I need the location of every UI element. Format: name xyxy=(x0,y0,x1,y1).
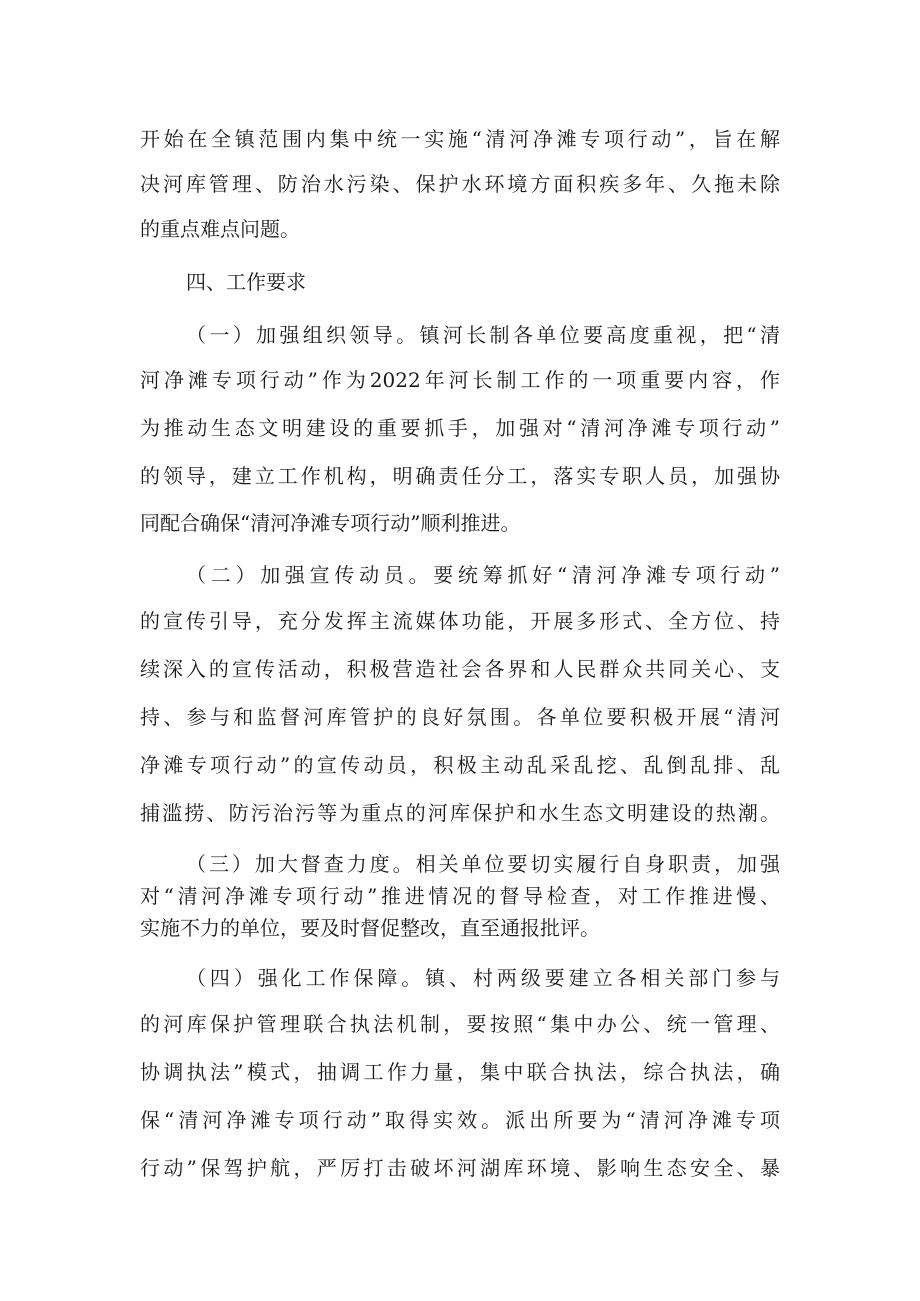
p2-line-1: （二）加强宣传动员。要统筹抓好“清河净滩专项行动” xyxy=(186,563,780,587)
p3-line-1: （三）加大督查力度。相关单位要切实履行自身职责，加强 xyxy=(186,852,780,876)
p1-line-3: 为推动生态文明建设的重要抓手，加强对“清河净滩专项行动” xyxy=(140,416,780,440)
p2-line-5: 净滩专项行动”的宣传动员，积极主动乱采乱挖、乱倒乱排、乱 xyxy=(140,753,780,777)
p1-line-1: （一）加强组织领导。镇河长制各单位要高度重视，把“清 xyxy=(186,323,780,347)
p3-line-2: 对“清河净滩专项行动”推进情况的督导检查，对工作推进慢、 xyxy=(140,884,780,908)
p1-line-5: 同配合确保“清河净滩专项行动”顺利推进。 xyxy=(140,511,521,535)
p4-line-1: （四）强化工作保障。镇、村两级要建立各相关部门参与 xyxy=(186,966,780,990)
intro-line-1: 开始在全镇范围内集中统一实施“清河净滩专项行动”，旨在解 xyxy=(140,127,780,151)
p4-line-3: 协调执法”模式，抽调工作力量，集中联合执法，综合执法，确 xyxy=(140,1060,780,1084)
p2-line-4: 持、参与和监督河库管护的良好氛围。各单位要积极开展“清河 xyxy=(140,705,780,729)
p2-line-3: 续深入的宣传活动，积极营造社会各界和人民群众共同关心、支 xyxy=(140,657,780,681)
p3-line-3: 实施不力的单位，要及时督促整改，直至通报批评。 xyxy=(140,916,600,940)
section-heading: 四、工作要求 xyxy=(186,270,306,294)
p1-line-4: 的领导，建立工作机构，明确责任分工，落实专职人员，加强协 xyxy=(140,464,780,488)
p4-line-2: 的河库保护管理联合执法机制，要按照“集中办公、统一管理、 xyxy=(140,1012,780,1036)
intro-line-2: 决河库管理、防治水污染、保护水环境方面积疾多年、久拖未除 xyxy=(140,172,780,196)
p4-line-4: 保“清河净滩专项行动”取得实效。派出所要为“清河净滩专项 xyxy=(140,1108,780,1132)
intro-line-3: 的重点难点问题。 xyxy=(140,217,300,241)
p2-line-2: 的宣传引导，充分发挥主流媒体功能，开展多形式、全方位、持 xyxy=(140,609,780,633)
p1-line-2: 河净滩专项行动”作为2022年河长制工作的一项重要内容，作 xyxy=(140,368,780,392)
p4-line-5: 行动”保驾护航，严厉打击破坏河湖库环境、影响生态安全、暴 xyxy=(140,1156,780,1180)
p2-line-6: 捕滥捞、防污治污等为重点的河库保护和水生态文明建设的热潮。 xyxy=(140,801,780,825)
